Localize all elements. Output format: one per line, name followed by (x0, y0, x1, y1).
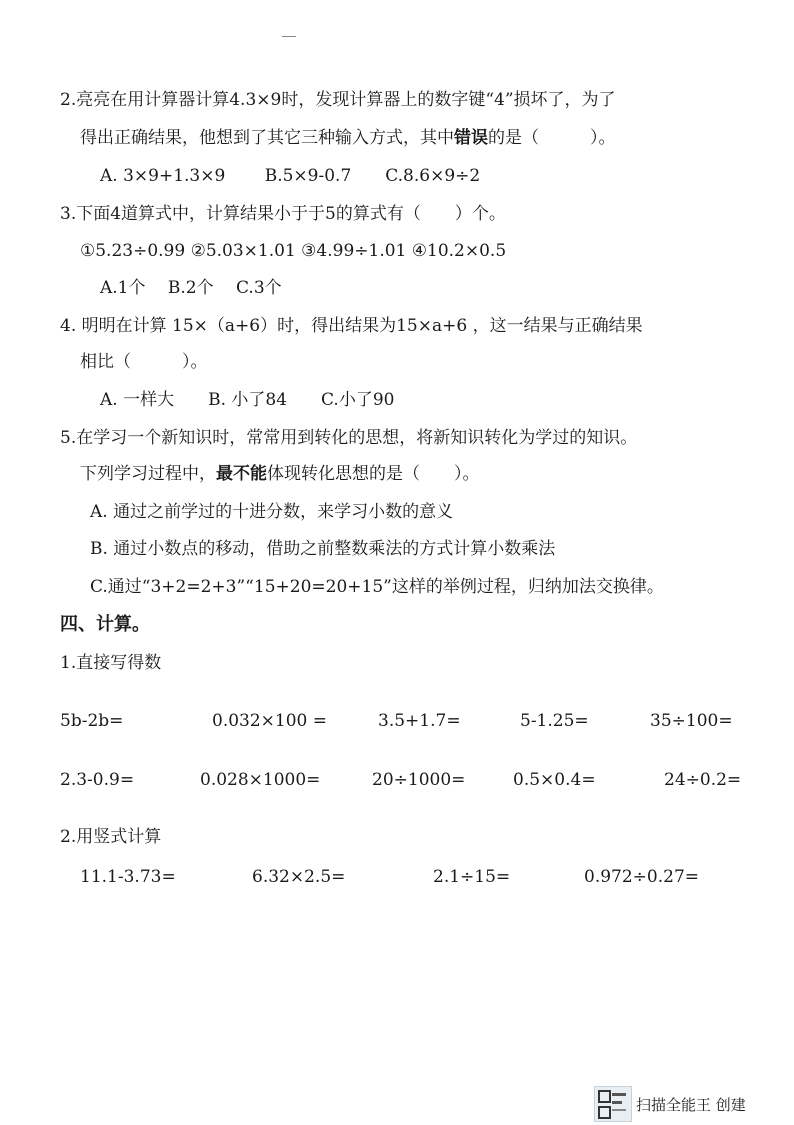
calc-item: 24÷0.2= (664, 770, 742, 790)
vertical-calc-item: 0.972÷0.27= (584, 867, 700, 887)
calc-item: 35÷100= (650, 711, 733, 731)
vertical-calc-item: 2.1÷15= (433, 867, 511, 887)
q2-line2-text-a: 得出正确结果，他想到了其它三种输入方式，其中 (80, 128, 454, 148)
q3-items: ①5.23÷0.99 ②5.03×1.01 ③4.99÷1.01 ④10.2×0.5 (80, 241, 507, 261)
scanner-watermark (594, 1086, 784, 1122)
vertical-calc-item: 11.1-3.73= (80, 867, 176, 887)
watermark-text: 扫描全能王 创建 (636, 1095, 746, 1114)
vertical-calc-item: 6.32×2.5= (252, 867, 346, 887)
q2-line2-text-b: 的是（ ）。 (488, 128, 616, 148)
qr-code-icon (594, 1086, 632, 1122)
calc-item: 20÷1000= (372, 770, 466, 790)
calc-item: 2.3-0.9= (60, 770, 135, 790)
calc-item: 5-1.25= (520, 711, 589, 731)
q5-line1: 5.在学习一个新知识时，常常用到转化的思想，将新知识转化为学过的知识。 (60, 428, 638, 448)
q5-line2-text-a: 下列学习过程中， (80, 464, 216, 484)
q3-options: A.1个 B.2个 C.3个 (100, 278, 282, 298)
q2-line2-bold: 错误 (454, 128, 488, 148)
subsection-2-title: 2.用竖式计算 (60, 827, 162, 847)
subsection-1-title: 1.直接写得数 (60, 653, 162, 673)
calc-item: 0.028×1000= (200, 770, 321, 790)
q5-line2-text-b: 体现转化思想的是（ ）。 (267, 464, 480, 484)
calc-item: 0.032×100 = (212, 711, 328, 731)
q5-line2 (80, 463, 480, 485)
q2-options: A. 3×9+1.3×9 B.5×9-0.7 C.8.6×9÷2 (100, 166, 481, 186)
q4-line1: 4. 明明在计算 15×（a+6）时，得出结果为15×a+6 ，这一结果与正确结果 (60, 316, 643, 336)
q4-line2: 相比（ ）。 (80, 352, 208, 372)
calc-item: 0.5×0.4= (513, 770, 596, 790)
q4-options: A. 一样大 B. 小了84 C.小了90 (100, 390, 395, 410)
q5-line2-bold: 最不能 (216, 464, 267, 484)
calc-item: 3.5+1.7= (378, 711, 461, 731)
q5-option-b: B. 通过小数点的移动，借助之前整数乘法的方式计算小数乘法 (90, 539, 556, 559)
q2-line2 (80, 127, 616, 149)
section-title: 四、计算。 (60, 614, 150, 635)
q3-line1: 3.下面4道算式中，计算结果小于于5的算式有（ ）个。 (60, 204, 506, 224)
q5-option-c: C.通过“3+2=2+3”“15+20=20+15”这样的举例过程，归纳加法交换律。 (90, 577, 664, 597)
page-top-mark (282, 36, 296, 37)
q2-line1: 2.亮亮在用计算器计算4.3×9时，发现计算器上的数字键“4”损坏了，为了 (60, 90, 616, 110)
q5-option-a: A. 通过之前学过的十进分数，来学习小数的意义 (90, 502, 454, 522)
calc-item: 5b-2b= (60, 711, 124, 731)
